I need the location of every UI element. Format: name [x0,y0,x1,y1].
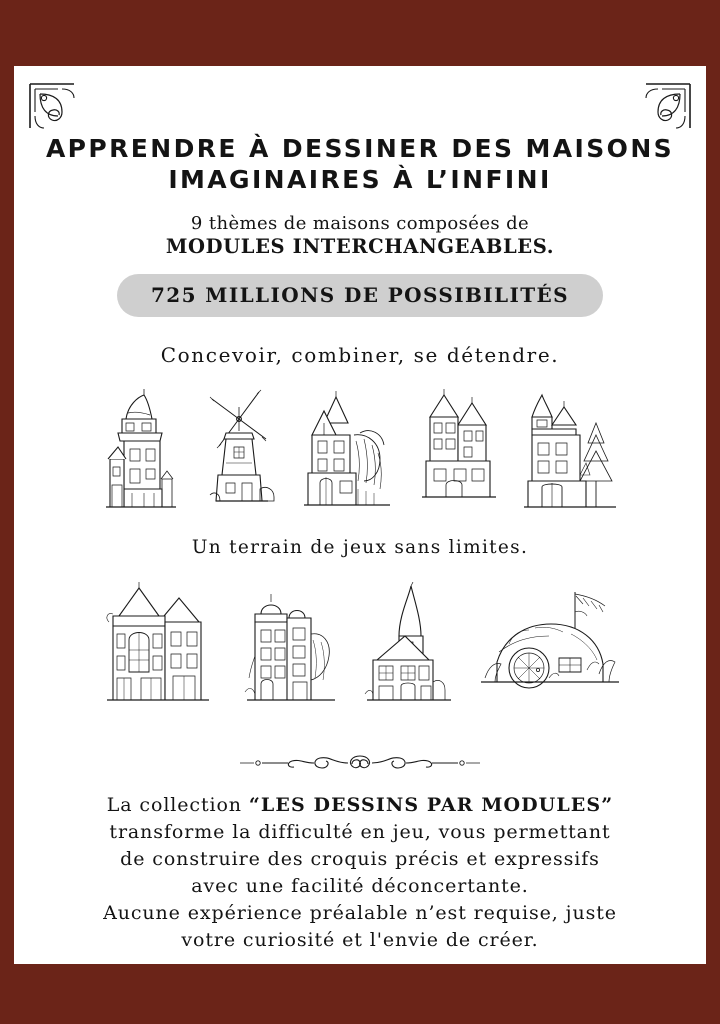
body-line-3: de construire des croquis précis et expressifs [120,847,600,870]
gothic-house-with-willow-icon [294,389,398,519]
title-line-2: IMAGINAIRES À L’INFINI [168,164,552,194]
tower-house-with-cone-roof-icon [98,389,184,519]
windmill-house-icon [196,389,282,519]
stone-chapel-house-icon [95,582,219,732]
possibilities-badge: 725 MILLIONS DE POSSIBILITÉS [117,274,603,317]
corner-ornament-top-right [630,82,692,144]
tall-timbered-house-icon [410,389,506,519]
manor-house-with-pines-icon [518,389,622,519]
poster-body-text [50,792,670,954]
poster-page [14,66,706,964]
flourish-divider-icon [210,750,510,776]
cottage-with-pointed-tower-icon [355,582,463,732]
body-line-1-prefix: La collection [106,794,249,816]
poster-title [14,134,706,195]
body-line-1 [50,792,670,819]
body-line-6: votre curiosité et l'envie de créer. [181,928,539,951]
body-line-5: Aucune expérience préalable n’est requise, juste [103,901,617,924]
corner-ornament-top-left [28,82,90,144]
subtitle-line-1: 9 thèmes de maisons composées de [190,213,530,234]
tagline-primary: Concevoir, combiner, se détendre. [160,343,560,367]
domed-tower-house-icon [231,582,343,732]
hobbit-burrow-house-icon [475,582,625,732]
body-line-1-emphasis: “LES DESSINS PAR MODULES” [248,794,614,816]
subtitle-line-2: MODULES INTERCHANGEABLES. [165,235,555,258]
illustration-row-1 [14,379,706,519]
body-line-2: transforme la difficulté en jeu, vous permettant [109,820,611,843]
ornament-divider [14,750,706,776]
body-line-4: avec une facilité déconcertante. [191,874,529,897]
badge-container [14,274,706,317]
tagline-secondary: Un terrain de jeux sans limites. [191,537,529,558]
illustration-row-2 [14,572,706,732]
title-line-1: APPRENDRE À DESSINER DES MAISONS [45,134,675,163]
poster-subtitle [14,213,706,258]
